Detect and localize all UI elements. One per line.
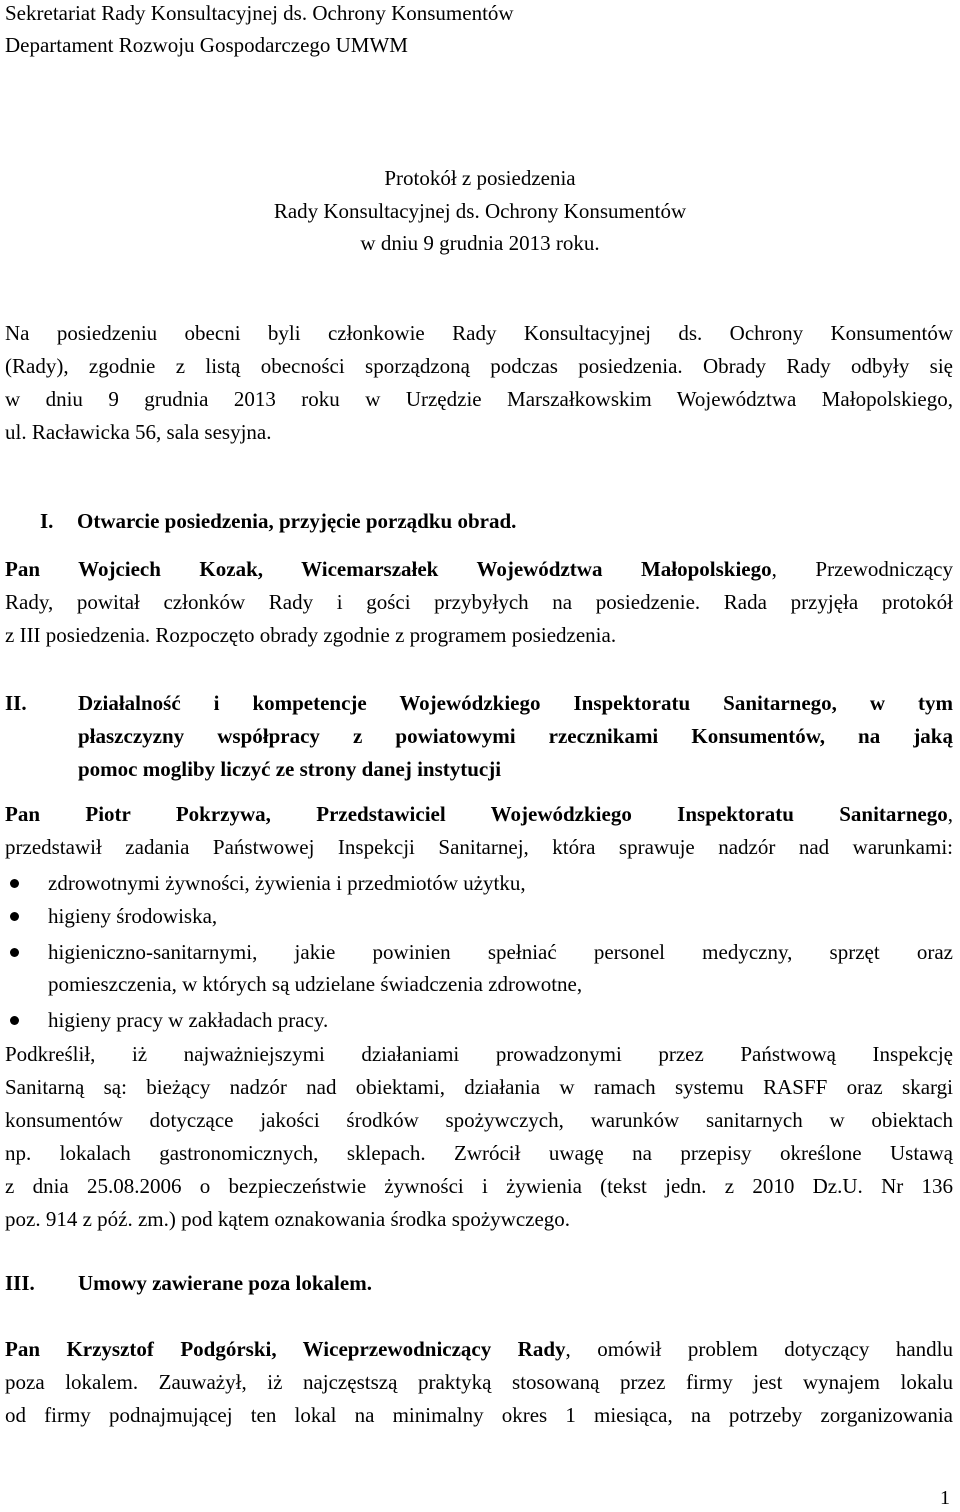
section-2-paragraph-2-line-5: z dnia 25.08.2006 o bezpieczeństwie żywności i żywienia (tekst jedn. z 2010 Dz.U. Nr 136: [5, 1174, 953, 1198]
bullet-item-3: higieniczno-sanitarnymi, jakie powinien spełniać personel medyczny, sprzęt oraz: [48, 940, 953, 964]
title-line-3: w dniu 9 grudnia 2013 roku.: [360, 231, 600, 255]
section-3-paragraph-line-3: od firmy podnajmującej ten lokal na minimalny okres 1 miesiąca, na potrzeby zorganizowania: [5, 1403, 953, 1427]
section-2-paragraph-2-line-2: Sanitarną są: bieżący nadzór nad obiektami, działania w ramach systemu RASFF oraz skargi: [5, 1075, 953, 1099]
section-1-number: I.: [40, 509, 54, 533]
speaker-name: Pan Piotr Pokrzywa, Przedstawiciel Wojewódzkiego Inspektoratu Sanitarnego: [5, 802, 948, 826]
page-number: 1: [940, 1487, 950, 1509]
title-line-1: Protokół z posiedzenia: [384, 166, 576, 190]
intro-line-3: w dniu 9 grudnia 2013 roku w Urzędzie Marszałkowskim Województwa Małopolskiego,: [5, 387, 953, 411]
bullet-item-1: zdrowotnymi żywności, żywienia i przedmiotów użytku,: [48, 871, 526, 895]
section-1-paragraph-line-2: Rady, powitał członków Rady i gości przybyłych na posiedzenie. Rada przyjęła protokół: [5, 590, 953, 614]
speaker-role-rest: ,: [947, 802, 953, 826]
title-line-2: Rady Konsultacyjnej ds. Ochrony Konsumentów: [273, 199, 687, 223]
speaker-name: Pan Krzysztof Podgórski, Wiceprzewodniczący Rady: [5, 1337, 566, 1361]
intro-line-1: Na posiedzeniu obecni byli członkowie Rady Konsultacyjnej ds. Ochrony Konsumentów: [5, 321, 953, 345]
section-1-heading: Otwarcie posiedzenia, przyjęcie porządku obrad.: [77, 509, 517, 533]
speaker-role-rest: , omówił problem dotyczący handlu: [565, 1337, 953, 1361]
bullet-icon: [10, 1016, 19, 1025]
section-2-heading-line-2: płaszczyzny współpracy z powiatowymi rzecznikami Konsumentów, na jaką: [78, 724, 953, 748]
section-2-paragraph-2-line-1: Podkreślił, iż najważniejszymi działaniami prowadzonymi przez Państwową Inspekcję: [5, 1042, 953, 1066]
section-1-paragraph-line-1: [5, 557, 953, 581]
section-2-number: II.: [5, 691, 27, 715]
section-3-heading: Umowy zawierane poza lokalem.: [78, 1271, 372, 1295]
bullet-icon: [10, 879, 19, 888]
intro-line-2: (Rady), zgodnie z listą obecności sporządzoną podczas posiedzenia. Obrady Rady odbyły się: [5, 354, 953, 378]
intro-line-4: ul. Racławicka 56, sala sesyjna.: [5, 420, 272, 444]
bullet-icon: [10, 912, 19, 921]
section-1-paragraph-line-3: z III posiedzenia. Rozpoczęto obrady zgodnie z programem posiedzenia.: [5, 623, 617, 647]
bullet-item-2: higieny środowiska,: [48, 904, 218, 928]
section-2-paragraph-line-2: przedstawił zadania Państwowej Inspekcji Sanitarnej, która sprawuje nadzór nad warunkami:: [5, 835, 953, 859]
section-2-paragraph-2-line-3: konsumentów dotyczące jakości środków spożywczych, warunków sanitarnych w obiektach: [5, 1108, 953, 1132]
section-2-paragraph-2-line-6: poz. 914 z póź. zm.) pod kątem oznakowania środka spożywczego.: [5, 1207, 571, 1231]
section-2-heading-line-3: pomoc mogliby liczyć ze strony danej instytucji: [78, 757, 502, 781]
section-3-number: III.: [5, 1271, 35, 1295]
speaker-name: Pan Wojciech Kozak, Wicemarszałek Województwa Małopolskiego: [5, 557, 772, 581]
bullet-item-4: higieny pracy w zakładach pracy.: [48, 1008, 329, 1032]
section-3-paragraph-line-2: poza lokalem. Zauważył, iż najczęstszą praktyką stosowaną przez firmy jest wynajem lokalu: [5, 1370, 953, 1394]
header-line-2: Departament Rozwoju Gospodarczego UMWM: [5, 33, 408, 57]
section-2-paragraph-2-line-4: np. lokalach gastronomicznych, sklepach. Zwrócił uwagę na przepisy określone Ustawą: [5, 1141, 953, 1165]
bullet-icon: [10, 948, 19, 957]
speaker-role-rest: , Przewodniczący: [771, 557, 953, 581]
bullet-item-3-continuation: pomieszczenia, w których są udzielane świadczenia zdrowotne,: [48, 972, 583, 996]
section-3-paragraph-line-1: [5, 1337, 953, 1361]
section-2-paragraph-line-1: [5, 802, 953, 826]
header-line-1: Sekretariat Rady Konsultacyjnej ds. Ochrony Konsumentów: [5, 1, 514, 25]
section-2-heading-line-1: Działalność i kompetencje Wojewódzkiego Inspektoratu Sanitarnego, w tym: [78, 691, 953, 715]
